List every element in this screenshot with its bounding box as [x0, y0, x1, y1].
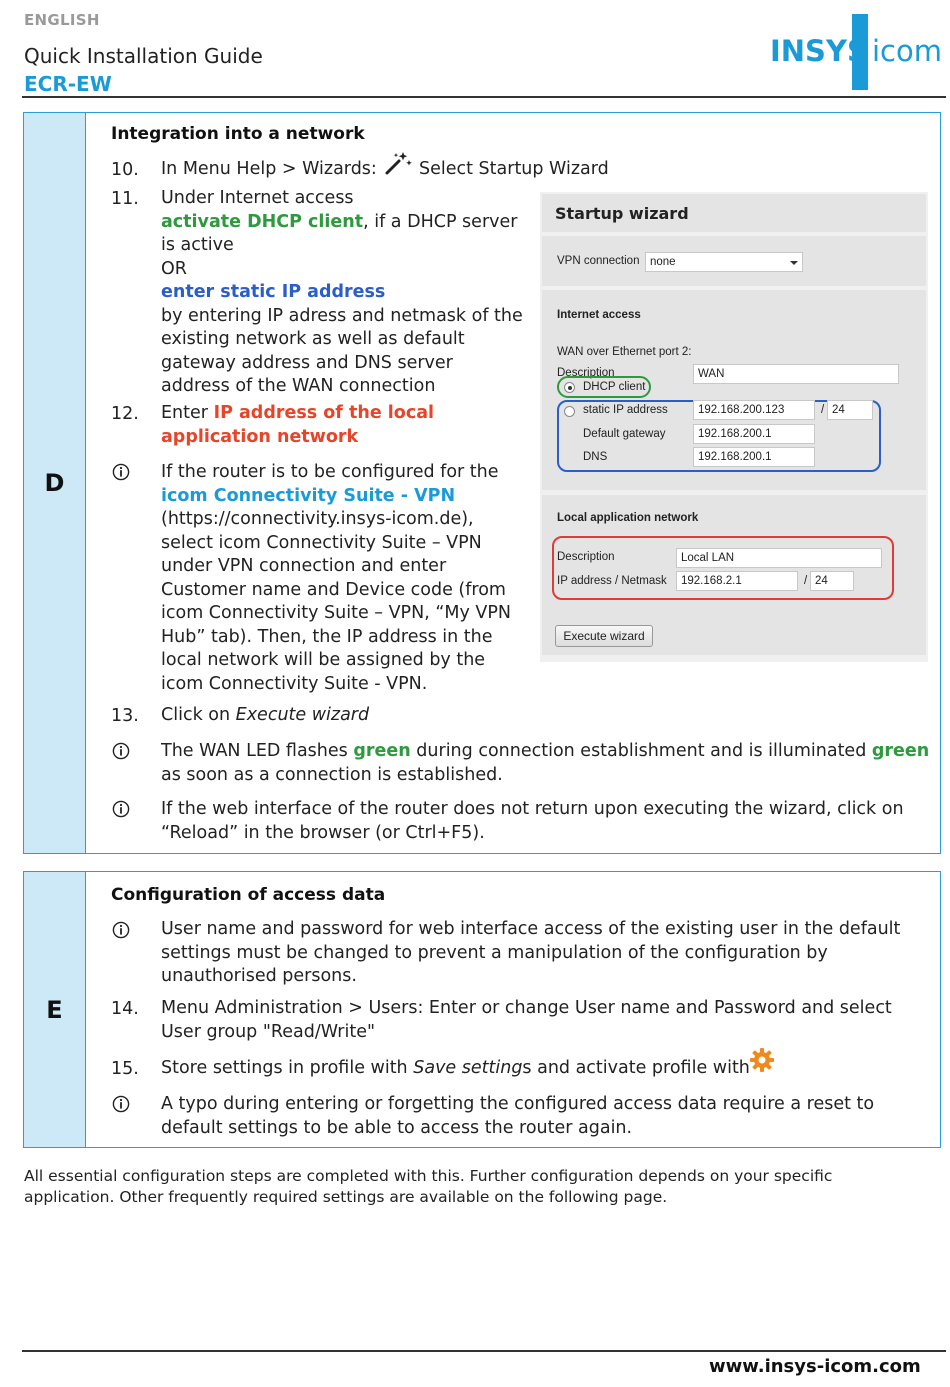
info-wan-green-1: green: [353, 741, 411, 761]
step-12-block: [161, 402, 531, 449]
step-14-line2: User group "Read/Write": [161, 1021, 376, 1042]
step-15-text: [161, 1057, 750, 1081]
step-10-text-b: Select Startup Wizard: [419, 159, 609, 179]
step-11-number: 11.: [111, 189, 139, 209]
step-11-line8: gateway address and DNS server: [161, 352, 453, 373]
header-rule: [22, 96, 946, 98]
info-wan-line2: as soon as a connection is established.: [161, 764, 503, 785]
wan-port-label: WAN over Ethernet port 2:: [557, 346, 692, 358]
dhcp-radio-label: DHCP client: [583, 381, 646, 393]
info-icon: [112, 463, 130, 481]
info-icom-block: [161, 461, 531, 696]
step-12-red-2: application network: [161, 426, 359, 447]
info-credentials-line1: User name and password for web interface access of the existing user in the default: [161, 919, 901, 939]
footer-rule: [22, 1350, 946, 1352]
static-ip-slash: /: [821, 404, 825, 416]
step-12-enter: Enter: [161, 403, 208, 423]
footer-url[interactable]: www.insys-icom.com: [709, 1356, 921, 1377]
startup-wizard-screenshot: [540, 192, 928, 662]
step-13-number: 13.: [111, 706, 139, 726]
step-15-a: Store settings in profile with: [161, 1058, 408, 1078]
info-icom-line5: under VPN connection and enter: [161, 556, 447, 576]
step-11-line1: Under Internet access: [161, 188, 354, 208]
info-credentials-line3: unauthorised persons.: [161, 966, 357, 986]
step-11-line2-rest: , if a DHCP server: [363, 211, 518, 232]
insys-icom-logo: [770, 14, 942, 90]
step-13-text: [161, 704, 369, 728]
closing-line1: All essential configuration steps are completed with this. Further configuration depends on your specific: [24, 1167, 833, 1185]
step-10-text-a: In Menu Help > Wizards:: [161, 159, 377, 179]
info-wan-green-2: green: [871, 741, 930, 761]
wizard-local-panel: [542, 495, 926, 655]
info-icom-line6: Customer name and Device code (from: [161, 579, 506, 600]
info-icom-line1: If the router is to be configured for the: [161, 462, 499, 482]
local-ip-input[interactable]: 192.168.2.1: [676, 571, 798, 591]
wan-description-input[interactable]: WAN: [693, 364, 899, 384]
step-11-line4: OR: [161, 258, 187, 279]
step-11-line6: by entering IP adress and netmask of the: [161, 305, 523, 326]
section-d-letter: D: [24, 113, 86, 853]
vpn-select-value: none: [650, 256, 676, 268]
wizard-vpn-panel: [542, 236, 926, 286]
info-icom-line9: local network will be assigned by the: [161, 650, 486, 670]
vpn-label: VPN connection: [557, 255, 640, 267]
vpn-select[interactable]: [645, 252, 803, 272]
step-14-line1: Menu Administration > Users: Enter or change User name and Password and select: [161, 998, 892, 1018]
info-wan-a: The WAN LED flashes: [161, 741, 348, 761]
local-network-heading: Local application network: [557, 512, 699, 524]
dhcp-highlight: activate DHCP client: [161, 211, 364, 232]
document-title: Quick Installation Guide: [24, 44, 263, 68]
local-ip-label: IP address / Netmask: [557, 575, 667, 587]
gear-icon: [749, 1047, 775, 1073]
info-icon: [112, 800, 130, 818]
section-e-heading: Configuration of access data: [111, 885, 386, 905]
product-model: ECR-EW: [24, 72, 112, 96]
section-e-letter: E: [24, 872, 86, 1147]
execute-wizard-button[interactable]: Execute wizard: [555, 625, 653, 647]
language-label: ENGLISH: [24, 11, 100, 29]
static-ip-input[interactable]: 192.168.200.123: [693, 400, 815, 420]
info-typo-line1: A typo during entering or forgetting the configured access data require a reset to: [161, 1094, 875, 1114]
info-wan-line1: [161, 740, 939, 764]
step-14-text: [161, 997, 939, 1044]
info-icon: [112, 1095, 130, 1113]
icom-vpn-highlight: icom Connectivity Suite - VPN: [161, 485, 456, 506]
info-credentials-line2: settings must be changed to prevent a manipulation of the configuration by: [161, 942, 828, 963]
step-10-number: 10.: [111, 160, 139, 180]
gateway-input[interactable]: 192.168.200.1: [693, 424, 815, 444]
step-12-red-1: IP address of the local: [213, 403, 434, 423]
step-12-number: 12.: [111, 404, 139, 424]
info-icom-line4: select icom Connectivity Suite – VPN: [161, 532, 482, 553]
info-credentials: [161, 918, 939, 989]
info-icom-line3: (https://connectivity.insys-icom.de),: [161, 509, 474, 529]
step-15-number: 15.: [111, 1059, 139, 1079]
info-icom-line10: icom Connectivity Suite - VPN.: [161, 673, 428, 694]
info-icon: [112, 742, 130, 760]
logo-text-right: icom: [872, 34, 942, 68]
local-ip-slash: /: [804, 575, 808, 587]
step-11-line2: [161, 211, 531, 235]
internet-heading: Internet access: [557, 309, 641, 321]
info-icom-line7: icom Connectivity Suite – VPN, “My VPN: [161, 603, 512, 623]
info-icon: [112, 921, 130, 939]
wizard-title: Startup wizard: [555, 204, 689, 223]
info-typo-line2: default settings to be able to access the router again.: [161, 1117, 633, 1138]
info-reload-line2: “Reload” in the browser (or Ctrl+F5).: [161, 822, 485, 843]
closing-line2: application. Other frequently required settings are available on the following page.: [24, 1188, 668, 1206]
static-ip-radio[interactable]: [564, 406, 575, 417]
info-icom-line8: Hub” tab). Then, the IP address in the: [161, 626, 493, 647]
wizard-internet-panel: [542, 290, 926, 490]
local-description-label: Description: [557, 551, 615, 563]
step-11-block: [161, 187, 531, 399]
info-reload: [161, 798, 939, 845]
closing-paragraph: [24, 1166, 924, 1208]
static-mask-input[interactable]: 24: [827, 400, 873, 420]
info-typo: [161, 1093, 939, 1140]
static-ip-highlight: enter static IP address: [161, 282, 386, 302]
dhcp-radio[interactable]: [564, 382, 575, 393]
step-13-label: Click on: [161, 705, 231, 725]
step-14-number: 14.: [111, 999, 139, 1019]
step-12-line1: [161, 402, 531, 426]
step-11-line7: existing network as well as default: [161, 329, 465, 349]
logo-text-left: INSYS: [770, 34, 868, 68]
wand-icon: [384, 150, 412, 176]
static-ip-label: static IP address: [583, 404, 668, 416]
info-wan-led: [161, 740, 939, 787]
section-d-heading: Integration into a network: [111, 124, 365, 144]
execute-wizard-ref: Execute wizard: [235, 705, 370, 725]
chevron-down-icon: [790, 261, 798, 265]
gateway-label: Default gateway: [583, 428, 666, 440]
local-description-input[interactable]: Local LAN: [676, 548, 882, 568]
save-settings-ref: Save setting: [413, 1058, 523, 1078]
wan-description-label: Description: [557, 367, 615, 379]
local-mask-input[interactable]: 24: [810, 571, 854, 591]
step-11-line3: is active: [161, 235, 234, 255]
wizard-title-panel: [542, 194, 926, 232]
info-wan-b: during connection establishment and is illuminated: [416, 741, 867, 761]
step-11-line9: address of the WAN connection: [161, 376, 436, 396]
dns-input[interactable]: 192.168.200.1: [693, 447, 815, 467]
dns-label: DNS: [583, 451, 608, 463]
info-reload-line1: If the web interface of the router does not return upon executing the wizard, click on: [161, 799, 904, 819]
step-15-b: s and activate profile with: [522, 1058, 750, 1078]
